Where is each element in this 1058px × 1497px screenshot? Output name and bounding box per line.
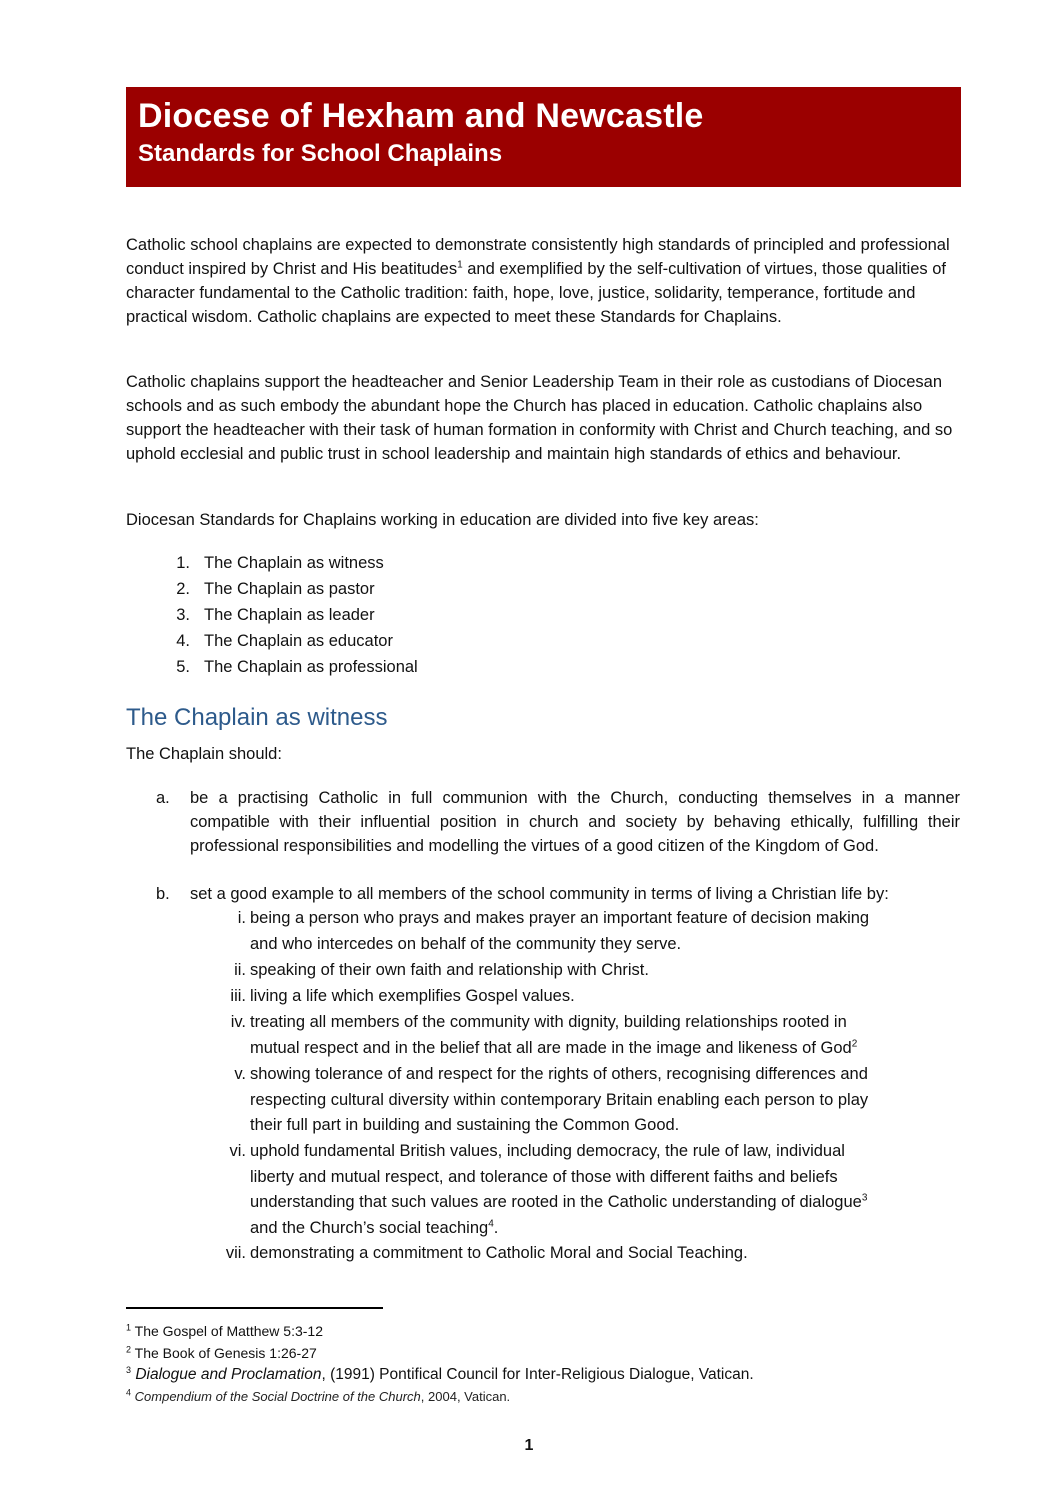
sub-item-label: vii. [225,1244,246,1262]
sub-item-label: i. [237,909,246,927]
standard-item-b [156,882,960,906]
sub-item-text [250,1062,960,1139]
text-line: liberty and mutual respect, and tolerance of those with different faiths and beliefs [250,1167,838,1186]
list-text: The Chaplain as professional [204,658,418,676]
section-lead: The Chaplain should: [126,745,282,763]
sub-item-text: speaking of their own faith and relationship with Christ. [250,961,649,979]
text-line: showing tolerance of and respect for the rights of others, recognising differences and [250,1065,868,1083]
footnote-3 [126,1364,754,1386]
footnote-number: 1 [126,1322,132,1333]
list-number: 2. [176,580,190,598]
footnotes [126,1320,754,1408]
sub-item-vii [190,1241,960,1267]
text-line: and the Church’s social teaching [250,1218,489,1237]
sub-item-label: iii. [230,987,246,1005]
sub-item-label: v. [234,1065,246,1083]
list-item [126,577,418,603]
item-label: b. [156,885,170,903]
sub-item-text [250,1010,960,1061]
text-line: and who intercedes on behalf of the community they serve. [250,934,682,953]
sub-item-label: ii. [234,961,246,979]
p1-text-end: and exemplified by the self-cultivation of virtues, those qualities of character fundamental to the Catholic tradition: faith, hope, love, justice, solidarity, temperance, fortitude and practical wisdom. Catholic chaplains are expected to meet these Standards for Chaplains. [126,260,947,326]
sub-item-vi [190,1139,960,1241]
list-number: 5. [176,658,190,676]
text-line: their full part in building and sustaining the Common Good. [250,1116,680,1134]
list-item [126,551,418,577]
p1-text-start: Catholic school chaplains are expected to demonstrate consistently high standards of principled and professional conduct inspired by Christ and His beatitudes [126,236,950,278]
footnote-ref-4: 4 [488,1218,494,1229]
page-number: 1 [524,1437,534,1454]
text-line: uphold fundamental British values, including democracy, the rule of law, individual [250,1142,845,1160]
text-line: understanding that such values are rooted in the Catholic understanding of dialogue [250,1193,862,1211]
item-label: a. [156,789,170,807]
text-line: being a person who prays and makes prayer an important feature of decision making [250,909,870,927]
footnote-text: The Book of Genesis 1:26-27 [134,1345,317,1361]
sub-item-text [250,906,960,957]
footnote-separator [126,1307,383,1309]
sub-item-ii [190,958,960,984]
sub-item-text: living a life which exemplifies Gospel values. [250,987,575,1005]
key-areas-intro: Diocesan Standards for Chaplains working in education are divided into five key areas: [126,511,759,529]
sub-item-iv [190,1010,960,1061]
footnote-ref-3: 3 [861,1192,868,1204]
key-areas-list [126,551,418,681]
footnote-italic-title: Compendium of the Social Doctrine of the Church [134,1389,421,1404]
standard-item-a [156,786,960,858]
sub-item-iii [190,984,960,1010]
footnote-number: 3 [126,1364,132,1375]
list-text: The Chaplain as leader [204,606,375,624]
list-number: 3. [176,606,190,624]
footnote-text: , (1991) Pontifical Council for Inter-Religious Dialogue, Vatican. [321,1366,754,1383]
list-text: The Chaplain as witness [204,554,384,572]
intro-paragraph-2: Catholic chaplains support the headteacher and Senior Leadership Team in their role as custodians of Diocesan schools and as such embody the abundant hope the Church has placed in education. Catholic chaplains also support the headteacher with their task of human formation in conformity with Christ and Church teaching, and so uphold ecclesial and public trust in school leadership and maintain high standards of ethics and behaviour. [126,373,953,463]
footnote-ref-2: 2 [851,1038,858,1049]
list-item [126,629,418,655]
footnote-text: , 2004, Vatican. [420,1389,511,1404]
title-banner [126,87,961,187]
sub-item-text: demonstrating a commitment to Catholic Moral and Social Teaching. [250,1244,748,1262]
section-heading: The Chaplain as witness [126,704,388,731]
footnote-2 [126,1342,754,1364]
sub-item-v [190,1062,960,1139]
item-text: be a practising Catholic in full communion with the Church, conducting themselves in a manner compatible with their influential position in church and society by behaving ethically, fulfilling their professional responsibilities and modelling the virtues of a good citizen of the Kingdom of God. [190,789,960,855]
list-number: 4. [176,632,190,650]
text-line: respecting cultural diversity within contemporary Britain enabling each person to play [250,1090,869,1109]
footnote-number: 4 [126,1387,132,1398]
footnote-italic-title: Dialogue and Proclamation [135,1366,322,1383]
intro-paragraph-1 [126,233,960,329]
sub-item-label: iv. [230,1013,246,1031]
footnote-number: 2 [126,1344,132,1355]
footnote-text: The Gospel of Matthew 5:3-12 [134,1323,323,1339]
list-item [126,655,418,681]
text-line-end: . [493,1218,499,1237]
list-number: 1. [176,554,190,572]
footnote-4 [126,1386,754,1408]
item-text: set a good example to all members of the school community in terms of living a Christian life by: [190,885,889,903]
sub-item-label: vi. [229,1142,246,1160]
list-text: The Chaplain as pastor [204,580,375,598]
list-text: The Chaplain as educator [204,632,393,650]
sub-item-text [250,1139,960,1241]
sub-item-i [190,906,960,957]
text-line: mutual respect and in the belief that all are made in the image and likeness of God [250,1038,852,1057]
document-subtitle: Standards for School Chaplains [138,140,503,167]
footnote-1 [126,1320,754,1342]
document-title: Diocese of Hexham and Newcastle [138,97,704,135]
list-item [126,603,418,629]
footnote-ref-1: 1 [457,259,463,271]
text-line: treating all members of the community with dignity, building relationships rooted in [250,1013,847,1031]
